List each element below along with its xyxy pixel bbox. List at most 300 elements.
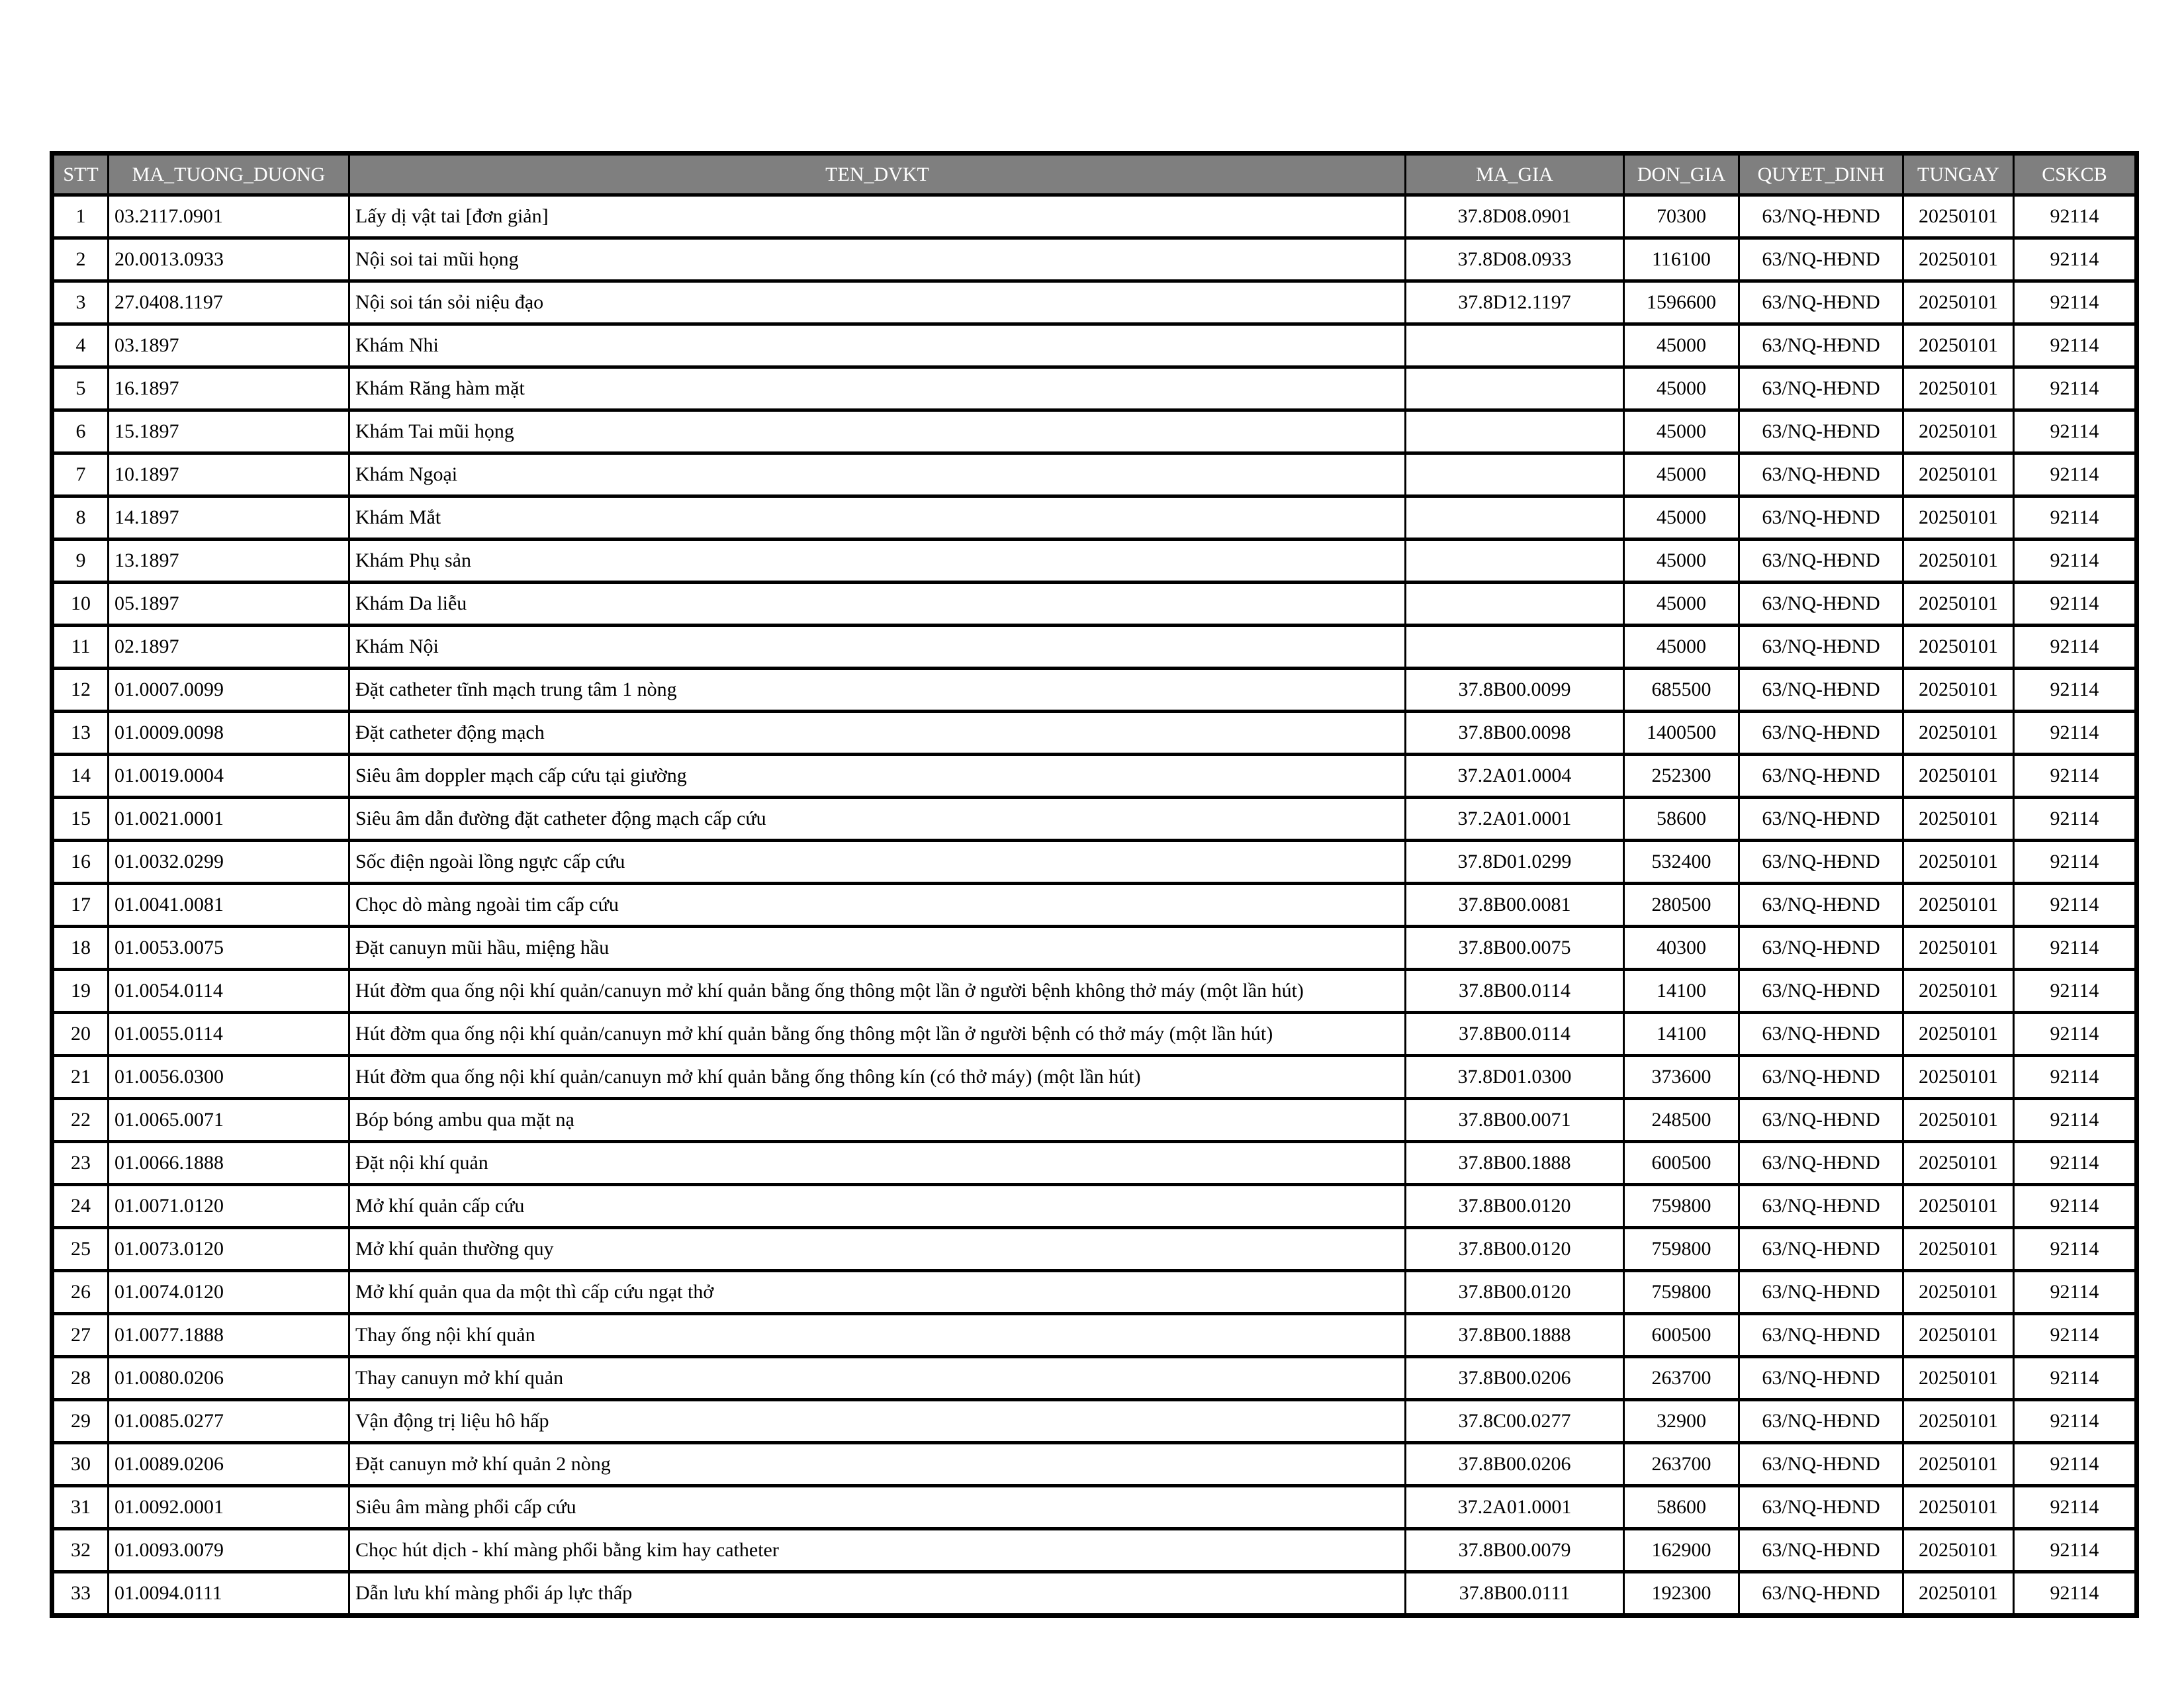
cell-ma_tuong_duong: 01.0007.0099 bbox=[109, 669, 349, 712]
cell-stt: 3 bbox=[52, 281, 109, 324]
table-header bbox=[52, 154, 2137, 195]
column-header-quyet_dinh: QUYET_DINH bbox=[1739, 154, 1903, 195]
cell-don_gia: 45000 bbox=[1624, 453, 1739, 496]
cell-cskcb: 92114 bbox=[2014, 1056, 2137, 1099]
cell-quyet_dinh: 63/NQ-HĐND bbox=[1739, 1314, 1903, 1357]
cell-ten_dvkt: Nội soi tán sỏi niệu đạo bbox=[349, 281, 1406, 324]
table-row bbox=[52, 453, 2137, 496]
cell-don_gia: 45000 bbox=[1624, 324, 1739, 367]
cell-ma_gia: 37.8B00.0114 bbox=[1406, 1013, 1624, 1056]
cell-ma_tuong_duong: 01.0093.0079 bbox=[109, 1529, 349, 1572]
cell-stt: 29 bbox=[52, 1400, 109, 1443]
cell-stt: 33 bbox=[52, 1572, 109, 1616]
cell-tungay: 20250101 bbox=[1903, 669, 2014, 712]
cell-cskcb: 92114 bbox=[2014, 1529, 2137, 1572]
cell-ten_dvkt: Sốc điện ngoài lồng ngực cấp cứu bbox=[349, 841, 1406, 884]
cell-ten_dvkt: Chọc dò màng ngoài tim cấp cứu bbox=[349, 884, 1406, 927]
cell-ma_tuong_duong: 01.0056.0300 bbox=[109, 1056, 349, 1099]
cell-cskcb: 92114 bbox=[2014, 970, 2137, 1013]
cell-ma_gia: 37.8B00.0071 bbox=[1406, 1099, 1624, 1142]
cell-cskcb: 92114 bbox=[2014, 755, 2137, 798]
cell-ma_gia bbox=[1406, 539, 1624, 583]
cell-ma_gia bbox=[1406, 583, 1624, 626]
table-row bbox=[52, 884, 2137, 927]
table-row bbox=[52, 195, 2137, 238]
cell-quyet_dinh: 63/NQ-HĐND bbox=[1739, 410, 1903, 453]
cell-quyet_dinh: 63/NQ-HĐND bbox=[1739, 755, 1903, 798]
cell-don_gia: 263700 bbox=[1624, 1443, 1739, 1486]
cell-don_gia: 14100 bbox=[1624, 1013, 1739, 1056]
table-row bbox=[52, 1572, 2137, 1616]
table-row bbox=[52, 669, 2137, 712]
cell-cskcb: 92114 bbox=[2014, 712, 2137, 755]
table-row bbox=[52, 1529, 2137, 1572]
cell-ma_gia: 37.8D08.0901 bbox=[1406, 195, 1624, 238]
cell-ma_tuong_duong: 01.0053.0075 bbox=[109, 927, 349, 970]
cell-ma_gia: 37.8B00.0206 bbox=[1406, 1357, 1624, 1400]
cell-ma_gia: 37.8B00.0120 bbox=[1406, 1228, 1624, 1271]
table-row bbox=[52, 367, 2137, 410]
cell-quyet_dinh: 63/NQ-HĐND bbox=[1739, 367, 1903, 410]
cell-tungay: 20250101 bbox=[1903, 539, 2014, 583]
cell-tungay: 20250101 bbox=[1903, 583, 2014, 626]
cell-stt: 30 bbox=[52, 1443, 109, 1486]
cell-cskcb: 92114 bbox=[2014, 453, 2137, 496]
cell-cskcb: 92114 bbox=[2014, 1013, 2137, 1056]
column-header-ten_dvkt: TEN_DVKT bbox=[349, 154, 1406, 195]
cell-cskcb: 92114 bbox=[2014, 1099, 2137, 1142]
cell-ma_gia bbox=[1406, 324, 1624, 367]
cell-ten_dvkt: Thay ống nội khí quản bbox=[349, 1314, 1406, 1357]
cell-ma_tuong_duong: 16.1897 bbox=[109, 367, 349, 410]
cell-quyet_dinh: 63/NQ-HĐND bbox=[1739, 1486, 1903, 1529]
cell-don_gia: 600500 bbox=[1624, 1142, 1739, 1185]
cell-quyet_dinh: 63/NQ-HĐND bbox=[1739, 669, 1903, 712]
cell-ten_dvkt: Đặt catheter động mạch bbox=[349, 712, 1406, 755]
cell-tungay: 20250101 bbox=[1903, 496, 2014, 539]
cell-ma_tuong_duong: 01.0092.0001 bbox=[109, 1486, 349, 1529]
cell-quyet_dinh: 63/NQ-HĐND bbox=[1739, 195, 1903, 238]
cell-ma_gia bbox=[1406, 367, 1624, 410]
cell-cskcb: 92114 bbox=[2014, 367, 2137, 410]
cell-ten_dvkt: Thay canuyn mở khí quản bbox=[349, 1357, 1406, 1400]
cell-stt: 17 bbox=[52, 884, 109, 927]
cell-tungay: 20250101 bbox=[1903, 410, 2014, 453]
cell-quyet_dinh: 63/NQ-HĐND bbox=[1739, 238, 1903, 281]
cell-tungay: 20250101 bbox=[1903, 1486, 2014, 1529]
cell-ma_gia: 37.8B00.1888 bbox=[1406, 1142, 1624, 1185]
table-row bbox=[52, 798, 2137, 841]
cell-ma_gia: 37.2A01.0004 bbox=[1406, 755, 1624, 798]
table-row bbox=[52, 324, 2137, 367]
cell-don_gia: 532400 bbox=[1624, 841, 1739, 884]
cell-cskcb: 92114 bbox=[2014, 1357, 2137, 1400]
cell-ten_dvkt: Mở khí quản cấp cứu bbox=[349, 1185, 1406, 1228]
cell-quyet_dinh: 63/NQ-HĐND bbox=[1739, 1228, 1903, 1271]
cell-ma_gia bbox=[1406, 453, 1624, 496]
cell-tungay: 20250101 bbox=[1903, 1357, 2014, 1400]
cell-ma_tuong_duong: 01.0073.0120 bbox=[109, 1228, 349, 1271]
cell-ten_dvkt: Lấy dị vật tai [đơn giản] bbox=[349, 195, 1406, 238]
price-table bbox=[50, 151, 2139, 1618]
cell-ten_dvkt: Siêu âm doppler mạch cấp cứu tại giường bbox=[349, 755, 1406, 798]
column-header-stt: STT bbox=[52, 154, 109, 195]
cell-ma_gia bbox=[1406, 410, 1624, 453]
cell-cskcb: 92114 bbox=[2014, 1228, 2137, 1271]
cell-quyet_dinh: 63/NQ-HĐND bbox=[1739, 970, 1903, 1013]
column-header-ma_gia: MA_GIA bbox=[1406, 154, 1624, 195]
cell-ma_tuong_duong: 01.0041.0081 bbox=[109, 884, 349, 927]
cell-ma_gia bbox=[1406, 496, 1624, 539]
cell-stt: 9 bbox=[52, 539, 109, 583]
cell-quyet_dinh: 63/NQ-HĐND bbox=[1739, 712, 1903, 755]
cell-cskcb: 92114 bbox=[2014, 927, 2137, 970]
cell-ma_gia: 37.8B00.0075 bbox=[1406, 927, 1624, 970]
cell-don_gia: 759800 bbox=[1624, 1271, 1739, 1314]
cell-tungay: 20250101 bbox=[1903, 281, 2014, 324]
cell-ten_dvkt: Đặt canuyn mở khí quản 2 nòng bbox=[349, 1443, 1406, 1486]
cell-cskcb: 92114 bbox=[2014, 798, 2137, 841]
cell-tungay: 20250101 bbox=[1903, 1572, 2014, 1616]
cell-don_gia: 116100 bbox=[1624, 238, 1739, 281]
cell-ten_dvkt: Chọc hút dịch - khí màng phổi bằng kim hay catheter bbox=[349, 1529, 1406, 1572]
cell-quyet_dinh: 63/NQ-HĐND bbox=[1739, 281, 1903, 324]
cell-don_gia: 280500 bbox=[1624, 884, 1739, 927]
cell-tungay: 20250101 bbox=[1903, 970, 2014, 1013]
cell-tungay: 20250101 bbox=[1903, 238, 2014, 281]
cell-quyet_dinh: 63/NQ-HĐND bbox=[1739, 1142, 1903, 1185]
table-row bbox=[52, 1228, 2137, 1271]
table-row bbox=[52, 1185, 2137, 1228]
cell-cskcb: 92114 bbox=[2014, 583, 2137, 626]
cell-tungay: 20250101 bbox=[1903, 927, 2014, 970]
cell-don_gia: 45000 bbox=[1624, 410, 1739, 453]
cell-don_gia: 58600 bbox=[1624, 798, 1739, 841]
cell-ten_dvkt: Khám Nhi bbox=[349, 324, 1406, 367]
cell-cskcb: 92114 bbox=[2014, 195, 2137, 238]
cell-tungay: 20250101 bbox=[1903, 1185, 2014, 1228]
cell-cskcb: 92114 bbox=[2014, 1572, 2137, 1616]
cell-don_gia: 162900 bbox=[1624, 1529, 1739, 1572]
cell-ma_tuong_duong: 01.0009.0098 bbox=[109, 712, 349, 755]
cell-cskcb: 92114 bbox=[2014, 1314, 2137, 1357]
cell-ma_gia: 37.8B00.0206 bbox=[1406, 1443, 1624, 1486]
cell-ma_tuong_duong: 05.1897 bbox=[109, 583, 349, 626]
cell-tungay: 20250101 bbox=[1903, 1099, 2014, 1142]
cell-ma_gia: 37.8B00.0120 bbox=[1406, 1185, 1624, 1228]
cell-don_gia: 759800 bbox=[1624, 1228, 1739, 1271]
table-row bbox=[52, 1013, 2137, 1056]
cell-quyet_dinh: 63/NQ-HĐND bbox=[1739, 798, 1903, 841]
cell-ma_tuong_duong: 01.0055.0114 bbox=[109, 1013, 349, 1056]
cell-ma_tuong_duong: 01.0032.0299 bbox=[109, 841, 349, 884]
cell-don_gia: 685500 bbox=[1624, 669, 1739, 712]
cell-cskcb: 92114 bbox=[2014, 626, 2137, 669]
cell-ma_tuong_duong: 01.0085.0277 bbox=[109, 1400, 349, 1443]
cell-don_gia: 58600 bbox=[1624, 1486, 1739, 1529]
cell-ma_tuong_duong: 01.0089.0206 bbox=[109, 1443, 349, 1486]
cell-tungay: 20250101 bbox=[1903, 1400, 2014, 1443]
cell-stt: 16 bbox=[52, 841, 109, 884]
table-row bbox=[52, 238, 2137, 281]
cell-stt: 15 bbox=[52, 798, 109, 841]
cell-cskcb: 92114 bbox=[2014, 324, 2137, 367]
table-row bbox=[52, 1142, 2137, 1185]
table-row bbox=[52, 1486, 2137, 1529]
table-row bbox=[52, 1443, 2137, 1486]
cell-tungay: 20250101 bbox=[1903, 712, 2014, 755]
cell-ten_dvkt: Hút đờm qua ống nội khí quản/canuyn mở khí quản bằng ống thông kín (có thở máy) (một lần hút) bbox=[349, 1056, 1406, 1099]
table-row bbox=[52, 1056, 2137, 1099]
cell-tungay: 20250101 bbox=[1903, 755, 2014, 798]
cell-tungay: 20250101 bbox=[1903, 1056, 2014, 1099]
cell-ten_dvkt: Đặt canuyn mũi hầu, miệng hầu bbox=[349, 927, 1406, 970]
table-row bbox=[52, 1271, 2137, 1314]
cell-stt: 11 bbox=[52, 626, 109, 669]
cell-quyet_dinh: 63/NQ-HĐND bbox=[1739, 324, 1903, 367]
cell-don_gia: 45000 bbox=[1624, 583, 1739, 626]
cell-ma_tuong_duong: 01.0065.0071 bbox=[109, 1099, 349, 1142]
cell-ten_dvkt: Khám Nội bbox=[349, 626, 1406, 669]
table-row bbox=[52, 410, 2137, 453]
cell-stt: 21 bbox=[52, 1056, 109, 1099]
cell-quyet_dinh: 63/NQ-HĐND bbox=[1739, 927, 1903, 970]
cell-cskcb: 92114 bbox=[2014, 539, 2137, 583]
cell-cskcb: 92114 bbox=[2014, 238, 2137, 281]
cell-tungay: 20250101 bbox=[1903, 195, 2014, 238]
cell-quyet_dinh: 63/NQ-HĐND bbox=[1739, 496, 1903, 539]
cell-ma_tuong_duong: 03.2117.0901 bbox=[109, 195, 349, 238]
cell-ten_dvkt: Vận động trị liệu hô hấp bbox=[349, 1400, 1406, 1443]
cell-stt: 14 bbox=[52, 755, 109, 798]
cell-cskcb: 92114 bbox=[2014, 1142, 2137, 1185]
cell-don_gia: 45000 bbox=[1624, 539, 1739, 583]
cell-quyet_dinh: 63/NQ-HĐND bbox=[1739, 539, 1903, 583]
cell-ma_gia: 37.8B00.0114 bbox=[1406, 970, 1624, 1013]
cell-cskcb: 92114 bbox=[2014, 410, 2137, 453]
cell-don_gia: 192300 bbox=[1624, 1572, 1739, 1616]
cell-tungay: 20250101 bbox=[1903, 1142, 2014, 1185]
cell-ma_gia bbox=[1406, 626, 1624, 669]
cell-stt: 28 bbox=[52, 1357, 109, 1400]
cell-ma_tuong_duong: 13.1897 bbox=[109, 539, 349, 583]
cell-ten_dvkt: Hút đờm qua ống nội khí quản/canuyn mở khí quản bằng ống thông một lần ở người bệnh có thở máy (một lần hút) bbox=[349, 1013, 1406, 1056]
cell-ten_dvkt: Hút đờm qua ống nội khí quản/canuyn mở khí quản bằng ống thông một lần ở người bệnh không thở máy (một lần hút) bbox=[349, 970, 1406, 1013]
cell-don_gia: 600500 bbox=[1624, 1314, 1739, 1357]
cell-ma_tuong_duong: 02.1897 bbox=[109, 626, 349, 669]
table-row bbox=[52, 281, 2137, 324]
table-row bbox=[52, 712, 2137, 755]
cell-ten_dvkt: Mở khí quản thường quy bbox=[349, 1228, 1406, 1271]
cell-quyet_dinh: 63/NQ-HĐND bbox=[1739, 453, 1903, 496]
cell-ma_tuong_duong: 01.0054.0114 bbox=[109, 970, 349, 1013]
cell-ma_gia: 37.8D01.0299 bbox=[1406, 841, 1624, 884]
cell-stt: 2 bbox=[52, 238, 109, 281]
cell-tungay: 20250101 bbox=[1903, 1529, 2014, 1572]
cell-ten_dvkt: Mở khí quản qua da một thì cấp cứu ngạt thở bbox=[349, 1271, 1406, 1314]
cell-ma_gia: 37.8D08.0933 bbox=[1406, 238, 1624, 281]
cell-don_gia: 252300 bbox=[1624, 755, 1739, 798]
cell-ma_tuong_duong: 01.0066.1888 bbox=[109, 1142, 349, 1185]
cell-don_gia: 1596600 bbox=[1624, 281, 1739, 324]
cell-ma_tuong_duong: 20.0013.0933 bbox=[109, 238, 349, 281]
cell-stt: 13 bbox=[52, 712, 109, 755]
cell-tungay: 20250101 bbox=[1903, 841, 2014, 884]
cell-stt: 20 bbox=[52, 1013, 109, 1056]
cell-cskcb: 92114 bbox=[2014, 841, 2137, 884]
cell-ma_tuong_duong: 01.0094.0111 bbox=[109, 1572, 349, 1616]
cell-quyet_dinh: 63/NQ-HĐND bbox=[1739, 1529, 1903, 1572]
table-row bbox=[52, 539, 2137, 583]
table-row bbox=[52, 626, 2137, 669]
cell-tungay: 20250101 bbox=[1903, 626, 2014, 669]
cell-quyet_dinh: 63/NQ-HĐND bbox=[1739, 841, 1903, 884]
cell-cskcb: 92114 bbox=[2014, 669, 2137, 712]
cell-stt: 7 bbox=[52, 453, 109, 496]
cell-don_gia: 14100 bbox=[1624, 970, 1739, 1013]
cell-quyet_dinh: 63/NQ-HĐND bbox=[1739, 1099, 1903, 1142]
table-row bbox=[52, 583, 2137, 626]
cell-quyet_dinh: 63/NQ-HĐND bbox=[1739, 1056, 1903, 1099]
cell-ten_dvkt: Khám Phụ sản bbox=[349, 539, 1406, 583]
cell-quyet_dinh: 63/NQ-HĐND bbox=[1739, 583, 1903, 626]
cell-cskcb: 92114 bbox=[2014, 496, 2137, 539]
table-row bbox=[52, 1357, 2137, 1400]
cell-quyet_dinh: 63/NQ-HĐND bbox=[1739, 1013, 1903, 1056]
column-header-tungay: TUNGAY bbox=[1903, 154, 2014, 195]
cell-tungay: 20250101 bbox=[1903, 1443, 2014, 1486]
cell-stt: 19 bbox=[52, 970, 109, 1013]
cell-stt: 12 bbox=[52, 669, 109, 712]
cell-stt: 5 bbox=[52, 367, 109, 410]
cell-stt: 31 bbox=[52, 1486, 109, 1529]
cell-ma_gia: 37.8D01.0300 bbox=[1406, 1056, 1624, 1099]
cell-tungay: 20250101 bbox=[1903, 367, 2014, 410]
cell-ten_dvkt: Khám Mắt bbox=[349, 496, 1406, 539]
cell-cskcb: 92114 bbox=[2014, 884, 2137, 927]
cell-stt: 6 bbox=[52, 410, 109, 453]
cell-ten_dvkt: Khám Tai mũi họng bbox=[349, 410, 1406, 453]
cell-ten_dvkt: Bóp bóng ambu qua mặt nạ bbox=[349, 1099, 1406, 1142]
cell-cskcb: 92114 bbox=[2014, 1400, 2137, 1443]
cell-stt: 10 bbox=[52, 583, 109, 626]
cell-tungay: 20250101 bbox=[1903, 1271, 2014, 1314]
cell-ten_dvkt: Khám Da liễu bbox=[349, 583, 1406, 626]
cell-don_gia: 45000 bbox=[1624, 496, 1739, 539]
cell-ma_tuong_duong: 10.1897 bbox=[109, 453, 349, 496]
cell-don_gia: 759800 bbox=[1624, 1185, 1739, 1228]
cell-ma_tuong_duong: 15.1897 bbox=[109, 410, 349, 453]
cell-quyet_dinh: 63/NQ-HĐND bbox=[1739, 1443, 1903, 1486]
cell-ma_tuong_duong: 01.0077.1888 bbox=[109, 1314, 349, 1357]
cell-quyet_dinh: 63/NQ-HĐND bbox=[1739, 626, 1903, 669]
cell-tungay: 20250101 bbox=[1903, 1314, 2014, 1357]
cell-ma_gia: 37.8B00.0081 bbox=[1406, 884, 1624, 927]
cell-tungay: 20250101 bbox=[1903, 798, 2014, 841]
cell-quyet_dinh: 63/NQ-HĐND bbox=[1739, 1185, 1903, 1228]
cell-ma_gia: 37.8B00.0120 bbox=[1406, 1271, 1624, 1314]
cell-ten_dvkt: Đặt catheter tĩnh mạch trung tâm 1 nòng bbox=[349, 669, 1406, 712]
cell-stt: 26 bbox=[52, 1271, 109, 1314]
cell-ma_gia: 37.8C00.0277 bbox=[1406, 1400, 1624, 1443]
table-row bbox=[52, 927, 2137, 970]
cell-ma_gia: 37.2A01.0001 bbox=[1406, 1486, 1624, 1529]
cell-tungay: 20250101 bbox=[1903, 884, 2014, 927]
cell-stt: 32 bbox=[52, 1529, 109, 1572]
cell-ma_gia: 37.8B00.0099 bbox=[1406, 669, 1624, 712]
cell-don_gia: 45000 bbox=[1624, 626, 1739, 669]
cell-stt: 27 bbox=[52, 1314, 109, 1357]
cell-stt: 25 bbox=[52, 1228, 109, 1271]
cell-stt: 4 bbox=[52, 324, 109, 367]
cell-quyet_dinh: 63/NQ-HĐND bbox=[1739, 1400, 1903, 1443]
table-row bbox=[52, 970, 2137, 1013]
cell-quyet_dinh: 63/NQ-HĐND bbox=[1739, 1572, 1903, 1616]
cell-don_gia: 248500 bbox=[1624, 1099, 1739, 1142]
cell-quyet_dinh: 63/NQ-HĐND bbox=[1739, 1357, 1903, 1400]
cell-cskcb: 92114 bbox=[2014, 1271, 2137, 1314]
cell-tungay: 20250101 bbox=[1903, 1013, 2014, 1056]
cell-stt: 22 bbox=[52, 1099, 109, 1142]
cell-quyet_dinh: 63/NQ-HĐND bbox=[1739, 884, 1903, 927]
cell-ma_gia: 37.8D12.1197 bbox=[1406, 281, 1624, 324]
table-row bbox=[52, 1314, 2137, 1357]
cell-ma_tuong_duong: 01.0021.0001 bbox=[109, 798, 349, 841]
cell-don_gia: 70300 bbox=[1624, 195, 1739, 238]
cell-ten_dvkt: Siêu âm dẫn đường đặt catheter động mạch cấp cứu bbox=[349, 798, 1406, 841]
cell-ten_dvkt: Siêu âm màng phổi cấp cứu bbox=[349, 1486, 1406, 1529]
table-row bbox=[52, 1400, 2137, 1443]
cell-don_gia: 1400500 bbox=[1624, 712, 1739, 755]
cell-ten_dvkt: Dẫn lưu khí màng phổi áp lực thấp bbox=[349, 1572, 1406, 1616]
cell-don_gia: 40300 bbox=[1624, 927, 1739, 970]
cell-ma_gia: 37.8B00.0098 bbox=[1406, 712, 1624, 755]
cell-ma_tuong_duong: 14.1897 bbox=[109, 496, 349, 539]
table-row bbox=[52, 1099, 2137, 1142]
cell-ten_dvkt: Khám Răng hàm mặt bbox=[349, 367, 1406, 410]
cell-ma_tuong_duong: 27.0408.1197 bbox=[109, 281, 349, 324]
cell-ten_dvkt: Nội soi tai mũi họng bbox=[349, 238, 1406, 281]
cell-ma_gia: 37.8B00.0079 bbox=[1406, 1529, 1624, 1572]
cell-stt: 23 bbox=[52, 1142, 109, 1185]
table-row bbox=[52, 755, 2137, 798]
cell-tungay: 20250101 bbox=[1903, 453, 2014, 496]
cell-ma_tuong_duong: 01.0019.0004 bbox=[109, 755, 349, 798]
cell-stt: 18 bbox=[52, 927, 109, 970]
column-header-cskcb: CSKCB bbox=[2014, 154, 2137, 195]
table-body bbox=[52, 195, 2137, 1616]
cell-don_gia: 45000 bbox=[1624, 367, 1739, 410]
table-row bbox=[52, 496, 2137, 539]
cell-don_gia: 263700 bbox=[1624, 1357, 1739, 1400]
cell-tungay: 20250101 bbox=[1903, 324, 2014, 367]
cell-don_gia: 373600 bbox=[1624, 1056, 1739, 1099]
cell-cskcb: 92114 bbox=[2014, 1185, 2137, 1228]
table-row bbox=[52, 841, 2137, 884]
cell-stt: 24 bbox=[52, 1185, 109, 1228]
cell-cskcb: 92114 bbox=[2014, 1443, 2137, 1486]
cell-don_gia: 32900 bbox=[1624, 1400, 1739, 1443]
cell-ma_gia: 37.8B00.1888 bbox=[1406, 1314, 1624, 1357]
cell-ma_tuong_duong: 01.0080.0206 bbox=[109, 1357, 349, 1400]
cell-ma_tuong_duong: 01.0071.0120 bbox=[109, 1185, 349, 1228]
cell-stt: 1 bbox=[52, 195, 109, 238]
header-row bbox=[52, 154, 2137, 195]
cell-ma_tuong_duong: 01.0074.0120 bbox=[109, 1271, 349, 1314]
cell-cskcb: 92114 bbox=[2014, 281, 2137, 324]
cell-quyet_dinh: 63/NQ-HĐND bbox=[1739, 1271, 1903, 1314]
cell-ten_dvkt: Đặt nội khí quản bbox=[349, 1142, 1406, 1185]
